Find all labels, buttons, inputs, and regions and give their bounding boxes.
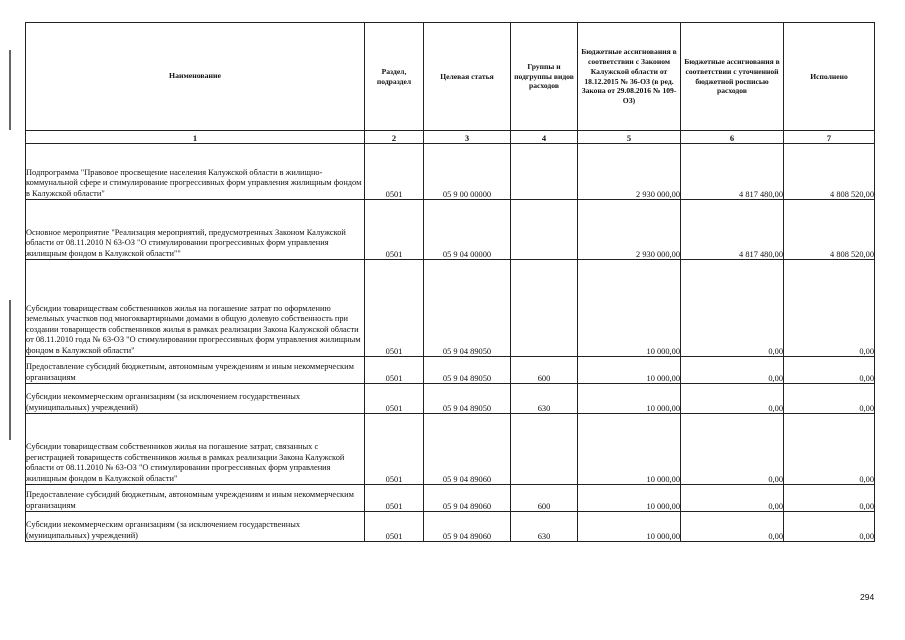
column-number: 6	[681, 131, 784, 144]
row-law-amount: 2 930 000,00	[578, 144, 681, 200]
column-number: 1	[26, 131, 365, 144]
row-section: 0501	[365, 512, 424, 542]
row-executed-amount: 0,00	[784, 485, 875, 512]
row-refined-amount: 0,00	[681, 485, 784, 512]
row-name: Предоставление субсидий бюджетным, автономным учреждениям и иным некоммерческим организациям	[26, 485, 365, 512]
row-section: 0501	[365, 144, 424, 200]
row-executed-amount: 0,00	[784, 414, 875, 485]
header-law-allocations: Бюджетные ассигнования в соответствии с Законом Калужской области от 18.12.2015 № 36-ОЗ (в ред. Закона от 29.08.2016 № 109-ОЗ)	[578, 23, 681, 131]
row-refined-amount: 4 817 480,00	[681, 144, 784, 200]
table-row	[26, 414, 875, 485]
row-article: 05 9 04 89050	[424, 260, 511, 357]
header-name: Наименование	[26, 23, 365, 131]
header-groups: Группы и подгруппы видов расходов	[511, 23, 578, 131]
row-name: Субсидии товариществам собственников жилья на погашение затрат, связанных с регистрацией товариществ собственников жилья в рамках реализации Закона Калужской области от 08.11.2010 № 63-ОЗ "О стимулировании прогрессивных форм управления жилищным фондом в Калужской области"	[26, 414, 365, 485]
row-executed-amount: 0,00	[784, 384, 875, 414]
row-section: 0501	[365, 384, 424, 414]
row-name: Субсидии некоммерческим организациям (за исключением государственных (муниципальных) учреждений)	[26, 384, 365, 414]
row-law-amount: 10 000,00	[578, 357, 681, 384]
table-row	[26, 260, 875, 357]
row-law-amount: 10 000,00	[578, 485, 681, 512]
scan-margin-mark	[9, 300, 11, 440]
column-number: 3	[424, 131, 511, 144]
row-executed-amount: 0,00	[784, 357, 875, 384]
row-section: 0501	[365, 357, 424, 384]
row-executed-amount: 0,00	[784, 512, 875, 542]
header-article: Целевая статья	[424, 23, 511, 131]
row-group: 630	[511, 512, 578, 542]
table-row	[26, 384, 875, 414]
row-article: 05 9 04 89050	[424, 357, 511, 384]
row-refined-amount: 0,00	[681, 357, 784, 384]
row-name: Подпрограмма "Правовое просвещение населения Калужской области в жилищно-коммунальной сфере и стимулирование прогрессивных форм управления жилищным фондом в Калужской области"	[26, 144, 365, 200]
row-law-amount: 10 000,00	[578, 414, 681, 485]
row-article: 05 9 04 89060	[424, 414, 511, 485]
row-group: 600	[511, 485, 578, 512]
row-article: 05 9 04 89060	[424, 512, 511, 542]
row-section: 0501	[365, 200, 424, 260]
row-executed-amount: 0,00	[784, 260, 875, 357]
row-name: Субсидии некоммерческим организациям (за исключением государственных (муниципальных) учреждений)	[26, 512, 365, 542]
row-group	[511, 144, 578, 200]
row-refined-amount: 0,00	[681, 384, 784, 414]
row-section: 0501	[365, 260, 424, 357]
row-refined-amount: 0,00	[681, 512, 784, 542]
row-section: 0501	[365, 485, 424, 512]
row-group: 630	[511, 384, 578, 414]
row-article: 05 9 04 89060	[424, 485, 511, 512]
row-law-amount: 10 000,00	[578, 384, 681, 414]
row-article: 05 9 04 89050	[424, 384, 511, 414]
row-executed-amount: 4 808 520,00	[784, 144, 875, 200]
table-row	[26, 200, 875, 260]
row-law-amount: 10 000,00	[578, 512, 681, 542]
header-executed: Исполнено	[784, 23, 875, 131]
scan-margin-mark	[9, 50, 11, 130]
page-number: 294	[860, 592, 875, 602]
row-group	[511, 414, 578, 485]
table-row	[26, 512, 875, 542]
column-number-row	[26, 131, 875, 144]
column-number: 4	[511, 131, 578, 144]
row-name: Предоставление субсидий бюджетным, автономным учреждениям и иным некоммерческим организациям	[26, 357, 365, 384]
table-row	[26, 485, 875, 512]
header-refined-allocations: Бюджетные ассигнования в соответствии с уточненной бюджетной росписью расходов	[681, 23, 784, 131]
column-number: 5	[578, 131, 681, 144]
column-number: 2	[365, 131, 424, 144]
table-row	[26, 357, 875, 384]
row-group	[511, 260, 578, 357]
row-refined-amount: 0,00	[681, 414, 784, 485]
table-row	[26, 144, 875, 200]
row-group	[511, 200, 578, 260]
row-article: 05 9 00 00000	[424, 144, 511, 200]
row-refined-amount: 4 817 480,00	[681, 200, 784, 260]
column-number: 7	[784, 131, 875, 144]
row-group: 600	[511, 357, 578, 384]
row-refined-amount: 0,00	[681, 260, 784, 357]
row-article: 05 9 04 00000	[424, 200, 511, 260]
row-section: 0501	[365, 414, 424, 485]
row-executed-amount: 4 808 520,00	[784, 200, 875, 260]
row-law-amount: 2 930 000,00	[578, 200, 681, 260]
row-name: Субсидии товариществам собственников жилья на погашение затрат по оформлению земельных участков под многоквартирными домами в общую долевую собственность при создании товариществ собственников жилья в рамках реализации Закона Калужской области от 08.11.2010 года № 63-ОЗ "О стимулировании прогрессивных форм управления жилищным фондом в Калужской области"	[26, 260, 365, 357]
row-name: Основное мероприятие "Реализация мероприятий, предусмотренных Законом Калужской области от 08.11.2010 N 63-ОЗ "О стимулировании прогрессивных форм управления жилищным фондом в Калужской области""	[26, 200, 365, 260]
budget-table	[25, 22, 875, 542]
header-section: Раздел, подраздел	[365, 23, 424, 131]
row-law-amount: 10 000,00	[578, 260, 681, 357]
header-row	[26, 23, 875, 131]
